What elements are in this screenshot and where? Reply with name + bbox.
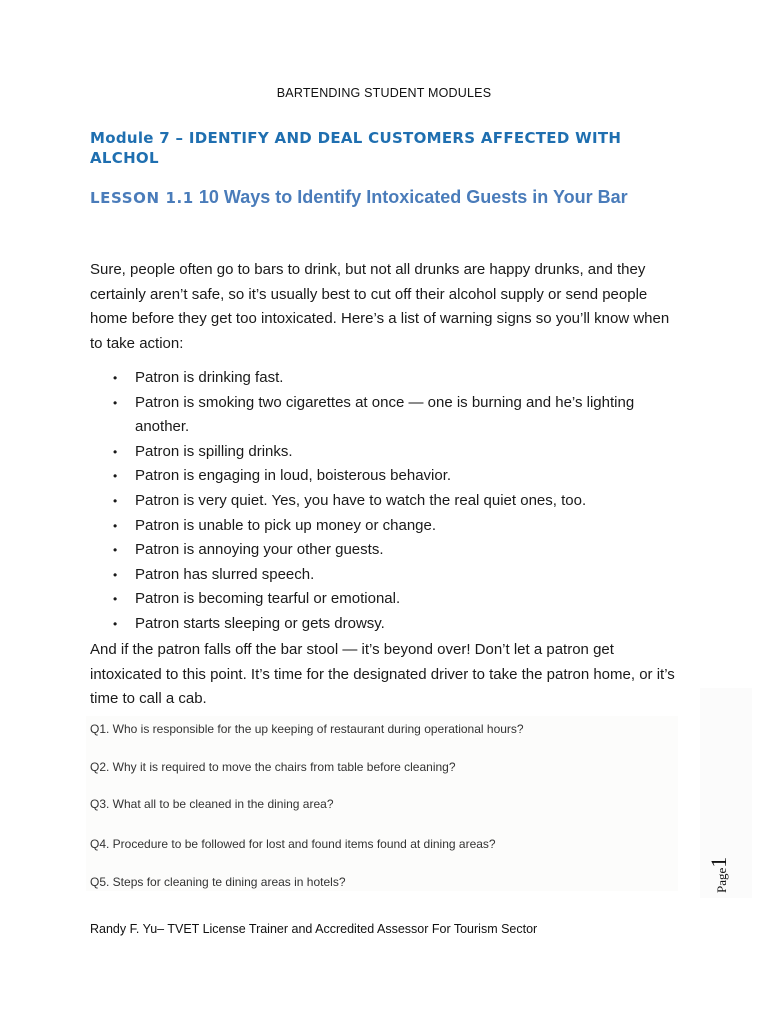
questions-section	[86, 716, 678, 891]
list-item-text: Patron has slurred speech.	[135, 565, 315, 583]
lesson-heading: 10 Ways to Identify Intoxicated Guests in Your Bar	[198, 187, 628, 207]
list-item	[90, 538, 680, 563]
list-item	[90, 440, 680, 465]
question-3: Q3. What all to be cleaned in the dining area?	[90, 797, 334, 811]
list-item-text: Patron is unable to pick up money or change.	[135, 516, 437, 534]
document-footer: Randy F. Yu– TVET License Trainer and Accredited Assessor For Tourism Sector	[90, 922, 538, 936]
list-item-text: Patron is smoking two cigarettes at once — one is burning and he’s lighting another.	[135, 393, 635, 436]
bullet-icon: •	[113, 444, 118, 459]
list-item	[90, 612, 680, 637]
document-header: BARTENDING STUDENT MODULES	[276, 86, 492, 100]
lesson-title	[90, 185, 690, 210]
bullet-icon: •	[113, 543, 118, 558]
page-number	[706, 857, 732, 893]
intro-paragraph: Sure, people often go to bars to drink, but not all drunks are happy drunks, and they certainly aren’t safe, so it’s usually best to cut off their alcohol supply or send people home before they get too intoxicated. Here’s a list of warning signs so you’ll know when to take action:	[90, 261, 670, 352]
page-number-value: 1	[706, 856, 731, 868]
module-title: Module 7 – IDENTIFY AND DEAL CUSTOMERS AFFECTED WITH ALCHOL	[90, 129, 622, 167]
bullet-icon: •	[113, 493, 118, 508]
list-item	[90, 391, 680, 440]
page-number-label: Page	[714, 867, 729, 893]
question-5: Q5. Steps for cleaning te dining areas in hotels?	[90, 875, 346, 889]
bullet-icon: •	[113, 518, 118, 533]
list-item-text: Patron is drinking fast.	[135, 369, 284, 386]
list-item-text: Patron is very quiet. Yes, you have to watch the real quiet ones, too.	[135, 491, 587, 509]
bullet-icon: •	[113, 616, 118, 631]
list-item	[90, 464, 680, 489]
closing-paragraph: And if the patron falls off the bar stool — it’s beyond over! Don’t let a patron get intoxicated to this point. It’s time for the designated driver to take the patron home, or it’s time to call a cab.	[90, 641, 675, 708]
list-item-text: Patron is annoying your other guests.	[135, 541, 384, 559]
bullet-icon: •	[113, 371, 118, 385]
list-item-text: Patron starts sleeping or gets drowsy.	[135, 614, 385, 632]
question-2: Q2. Why it is required to move the chairs from table before cleaning?	[90, 760, 456, 774]
list-item-text: Patron is engaging in loud, boisterous behavior.	[135, 467, 452, 485]
bullet-icon: •	[113, 592, 118, 607]
list-item	[90, 563, 680, 588]
bullet-icon: •	[113, 395, 118, 410]
list-item-text: Patron is spilling drinks.	[135, 442, 293, 460]
list-item-text: Patron is becoming tearful or emotional.	[135, 590, 401, 608]
warning-signs-list	[90, 366, 680, 637]
list-item	[90, 366, 680, 391]
lesson-label: LESSON 1.1	[90, 189, 194, 207]
question-4: Q4. Procedure to be followed for lost and found items found at dining areas?	[90, 837, 496, 851]
list-item	[90, 514, 680, 539]
list-item	[90, 587, 680, 612]
bullet-icon: •	[113, 567, 118, 582]
question-1: Q1. Who is responsible for the up keeping of restaurant during operational hours?	[90, 722, 524, 736]
bullet-icon: •	[113, 469, 118, 484]
list-item	[90, 489, 680, 514]
